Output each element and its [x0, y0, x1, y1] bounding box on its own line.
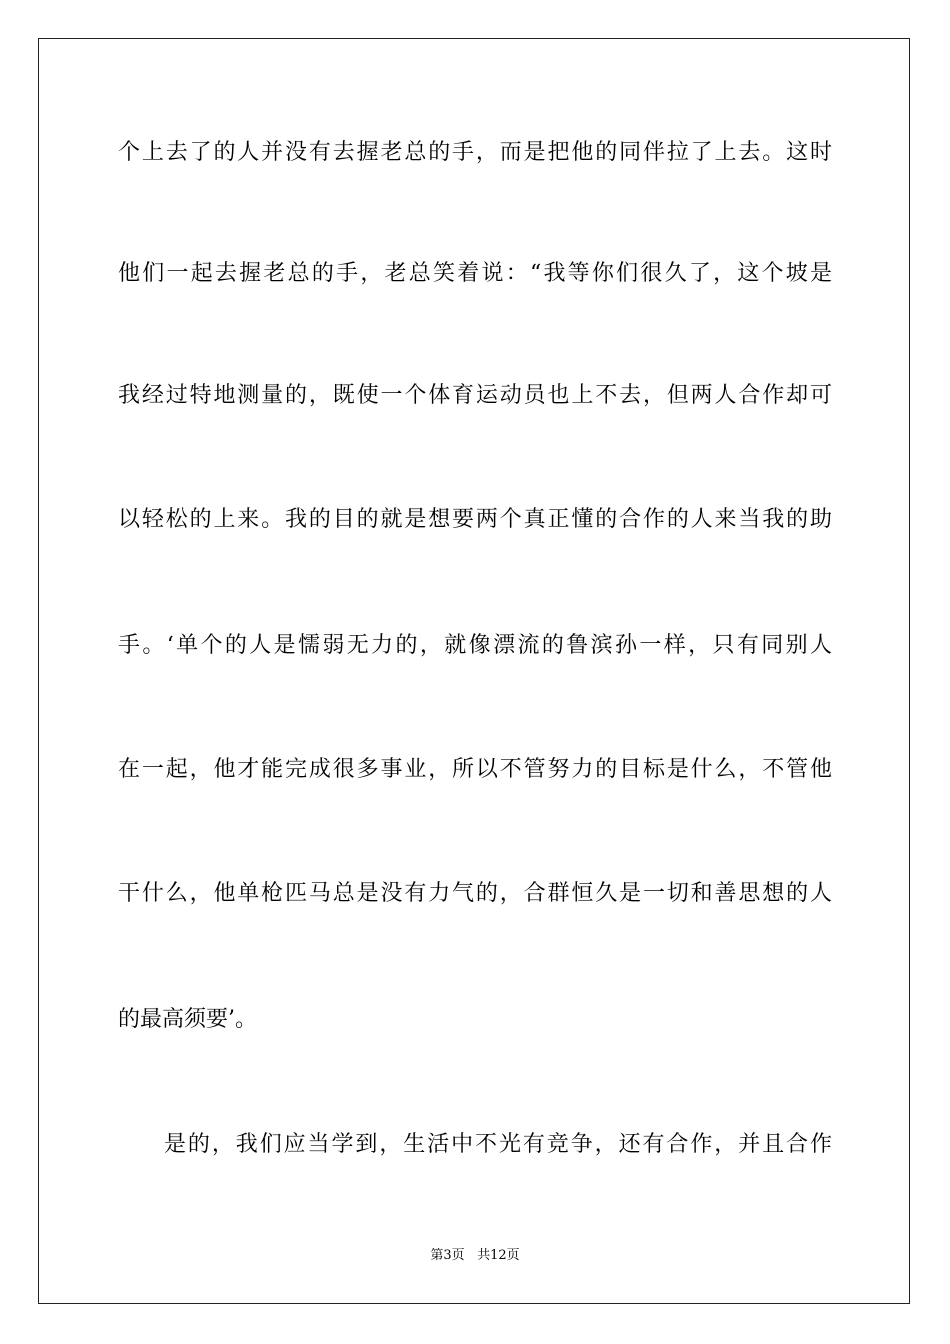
text-line-7: 干什么，他单枪匹马总是没有力气的，合群恒久是一切和善思想的人 [118, 881, 832, 906]
text-line-5: 手。‘单个的人是懦弱无力的，就像漂流的鲁滨孙一样，只有同别人 [118, 633, 832, 658]
page-total: 共12页 [477, 1248, 520, 1263]
paragraph-2-line-1: 是的，我们应当学到，生活中不光有竞争，还有合作，并且合作 [164, 1132, 832, 1157]
page-border [38, 38, 910, 1304]
page-number: 第3页 [430, 1248, 465, 1263]
text-line-1: 个上去了的人并没有去握老总的手，而是把他的同伴拉了上去。这时 [118, 140, 832, 165]
text-line-4: 以轻松的上来。我的目的就是想要两个真正懂的合作的人来当我的助 [118, 507, 832, 532]
text-line-2: 他们一起去握老总的手，老总笑着说：“我等你们很久了，这个坡是 [118, 261, 832, 286]
text-line-8: 的最高须要’。 [118, 1007, 257, 1032]
text-line-3: 我经过特地测量的，既使一个体育运动员也上不去，但两人合作却可 [118, 383, 832, 408]
text-line-6: 在一起，他才能完成很多事业，所以不管努力的目标是什么，不管他 [118, 757, 832, 782]
page-footer [0, 1247, 950, 1265]
